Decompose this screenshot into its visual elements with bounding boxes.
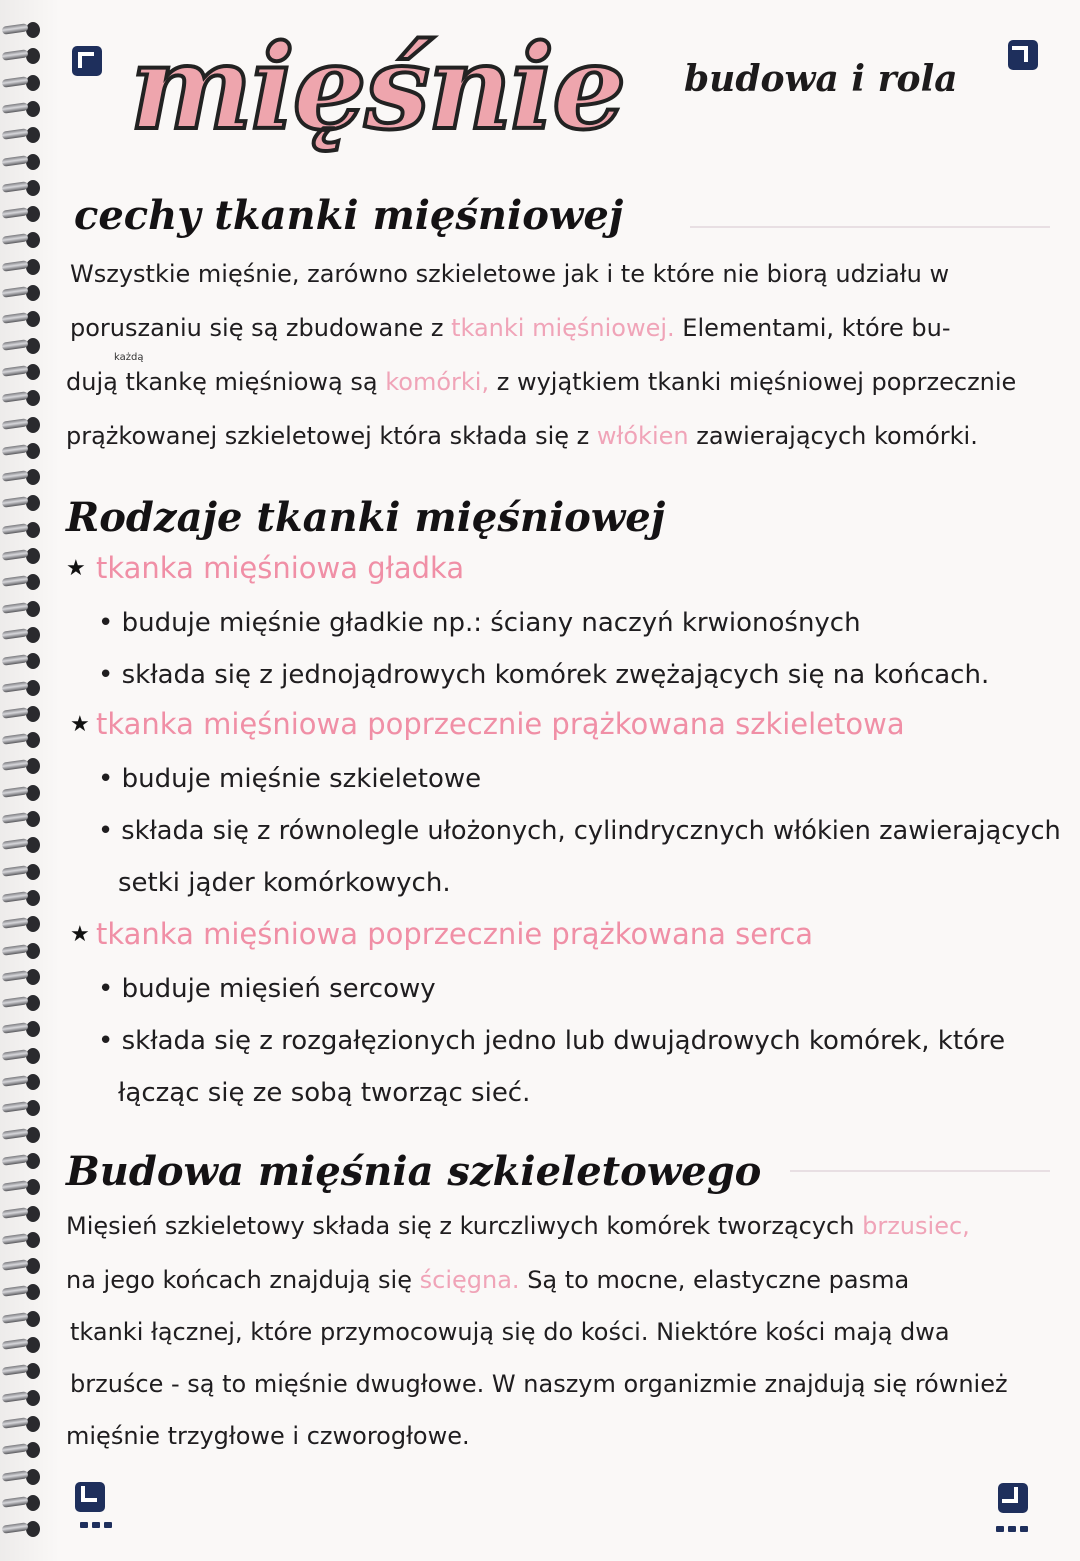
section-heading-rodzaje: Rodzaje tkanki mięśniowej <box>66 494 666 541</box>
spiral-ring <box>2 362 38 382</box>
cechy-line-2: poruszaniu się są zbudowane z tkanki mięśniowej. Elementami, które bu- <box>70 314 951 342</box>
spiral-ring <box>2 152 38 172</box>
corner-top-left-icon <box>72 46 102 76</box>
cechy-line-3: dują tkankę mięśniową są komórki, z wyjątkiem tkanki mięśniowej poprzecznie <box>66 368 1017 396</box>
spiral-ring <box>2 230 38 250</box>
spiral-ring <box>2 1098 38 1118</box>
page-marker-dots-right <box>996 1526 1028 1532</box>
spiral-ring <box>2 756 38 776</box>
spiral-ring <box>2 967 38 987</box>
spiral-ring <box>2 1204 38 1224</box>
spiral-ring <box>2 862 38 882</box>
spiral-ring <box>2 1177 38 1197</box>
corner-bottom-left-icon <box>75 1482 105 1512</box>
spiral-ring <box>2 1282 38 1302</box>
spiral-ring <box>2 520 38 540</box>
spiral-ring <box>2 467 38 487</box>
bullet-item-continuation: setki jąder komórkowych. <box>118 868 451 898</box>
margin-note: każdą <box>114 352 144 363</box>
spiral-ring <box>2 1019 38 1039</box>
star-icon: ★ <box>70 922 90 947</box>
section-heading-cechy: cechy tkanki mięśniowej <box>74 192 624 239</box>
spiral-ring <box>2 336 38 356</box>
spiral-ring <box>2 309 38 329</box>
page-marker-dots-left <box>80 1522 112 1528</box>
spiral-ring <box>2 888 38 908</box>
spiral-ring <box>2 835 38 855</box>
term-wlokna: włókien <box>596 422 689 450</box>
spiral-ring <box>2 572 38 592</box>
spiral-ring <box>2 46 38 66</box>
spiral-ring <box>2 730 38 750</box>
spiral-ring <box>2 125 38 145</box>
budowa-line-3: tkanki łącznej, które przymocowują się do kości. Niektóre kości mają dwa <box>70 1318 950 1346</box>
bullet-item: • składa się z rozgałęzionych jedno lub dwujądrowych komórek, które <box>98 1026 1006 1056</box>
spiral-ring <box>2 1519 38 1539</box>
spiral-ring <box>2 283 38 303</box>
spiral-ring <box>2 599 38 619</box>
spiral-ring <box>2 1046 38 1066</box>
spiral-ring <box>2 257 38 277</box>
budowa-line-4: brzuśce - są to mięśnie dwugłowe. W naszym organizmie znajdują się również <box>70 1370 1008 1398</box>
spiral-ring <box>2 1414 38 1434</box>
spiral-ring <box>2 441 38 461</box>
star-icon: ★ <box>70 712 90 737</box>
spiral-ring <box>2 1493 38 1513</box>
spiral-ring <box>2 1440 38 1460</box>
section-heading-budowa: Budowa mięśnia szkieletowego <box>66 1148 762 1195</box>
spiral-ring <box>2 1256 38 1276</box>
spiral-ring <box>2 178 38 198</box>
spiral-ring <box>2 1309 38 1329</box>
spiral-ring <box>2 20 38 40</box>
spiral-ring <box>2 546 38 566</box>
page-title: mięśnie <box>130 20 625 156</box>
spiral-ring <box>2 625 38 645</box>
star-icon: ★ <box>66 556 86 581</box>
bullet-item: • składa się z równolegle ułożonych, cylindrycznych włókien zawierających <box>98 816 1061 846</box>
heading-rule <box>690 226 1050 228</box>
spiral-binding <box>0 20 46 1550</box>
bullet-item: • buduje mięsień sercowy <box>98 974 436 1004</box>
budowa-line-2: na jego końcach znajdują się ścięgna. Są to mocne, elastyczne pasma <box>66 1266 910 1294</box>
spiral-ring <box>2 204 38 224</box>
budowa-line-1: Mięsień szkieletowy składa się z kurczliwych komórek tworzących brzusiec, <box>66 1212 970 1240</box>
spiral-ring <box>2 99 38 119</box>
spiral-ring <box>2 809 38 829</box>
bullet-item-continuation: łącząc się ze sobą tworząc sieć. <box>118 1078 531 1108</box>
bullet-item: • składa się z jednojądrowych komórek zwężających się na końcach. <box>98 660 990 690</box>
spiral-ring <box>2 783 38 803</box>
budowa-line-5: mięśnie trzygłowe i czworogłowe. <box>66 1422 470 1450</box>
spiral-ring <box>2 941 38 961</box>
spiral-ring <box>2 1335 38 1355</box>
spiral-ring <box>2 651 38 671</box>
heading-rule <box>790 1170 1050 1172</box>
spiral-ring <box>2 704 38 724</box>
spiral-ring <box>2 1125 38 1145</box>
spiral-ring <box>2 1151 38 1171</box>
type-name-serca: tkanka mięśniowa poprzecznie prążkowana serca <box>96 917 814 951</box>
cechy-line-4: prążkowanej szkieletowej która składa się z włókien zawierających komórki. <box>66 422 978 450</box>
corner-bottom-right-icon <box>998 1483 1028 1513</box>
spiral-ring <box>2 73 38 93</box>
bullet-item: • buduje mięśnie szkieletowe <box>98 764 482 794</box>
spiral-ring <box>2 1388 38 1408</box>
spiral-ring <box>2 1230 38 1250</box>
term-komorki: komórki, <box>385 368 490 396</box>
cechy-line-1: Wszystkie mięśnie, zarówno szkieletowe jak i te które nie biorą udziału w <box>70 260 950 288</box>
spiral-ring <box>2 1467 38 1487</box>
page-subtitle: budowa i rola <box>684 58 958 100</box>
spiral-ring <box>2 1361 38 1381</box>
spiral-ring <box>2 914 38 934</box>
spiral-ring <box>2 415 38 435</box>
term-tkanka-miesniowa: tkanki mięśniowej. <box>451 314 675 342</box>
corner-top-right-icon <box>1008 40 1038 70</box>
term-sciegna: ścięgna. <box>419 1266 520 1294</box>
spiral-ring <box>2 678 38 698</box>
type-name-szkieletowa: tkanka mięśniowa poprzecznie prążkowana szkieletowa <box>96 707 905 741</box>
bullet-item: • buduje mięśnie gładkie np.: ściany naczyń krwionośnych <box>98 608 861 638</box>
spiral-ring <box>2 993 38 1013</box>
spiral-ring <box>2 388 38 408</box>
term-brzusiec: brzusiec, <box>862 1212 970 1240</box>
type-name-gladka: tkanka mięśniowa gładka <box>96 551 465 585</box>
spiral-ring <box>2 493 38 513</box>
spiral-ring <box>2 1072 38 1092</box>
